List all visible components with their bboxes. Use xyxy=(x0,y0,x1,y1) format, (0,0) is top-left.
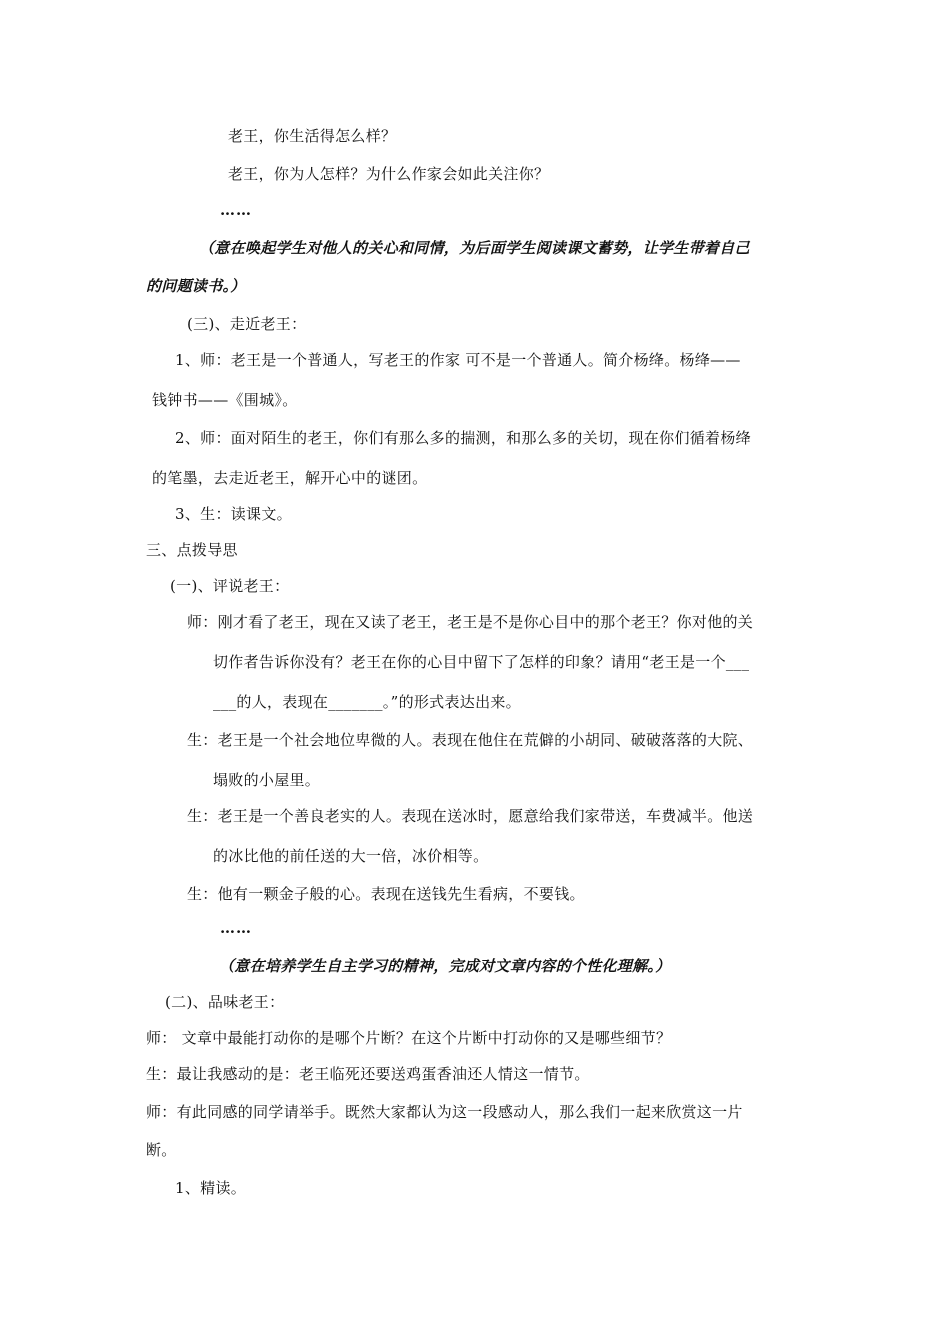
student-line-2b: 的冰比他的前任送的大一倍，冰价相等。 xyxy=(213,847,489,865)
intent-note-2: （意在培养学生自主学习的精神，完成对文章内容的个性化理解。） xyxy=(219,957,671,975)
teacher-line-3b: 断。 xyxy=(146,1141,177,1159)
student-line-1b: 塌败的小屋里。 xyxy=(213,771,321,789)
intent-note-1b: 的问题读书。） xyxy=(146,277,246,295)
question-line-1: 老王，你生活得怎么样？ xyxy=(228,127,397,145)
paragraph-2a: 2、师：面对陌生的老王，你们有那么多的揣测，和那么多的关切，现在你们循着杨绛 xyxy=(175,429,751,447)
paragraph-3: 3、生：读课文。 xyxy=(175,505,292,523)
section-heading-1: (一)、评说老王： xyxy=(170,577,290,595)
teacher-line-2: 师： 文章中最能打动你的是哪个片断？在这个片断中打动你的又是哪些细节？ xyxy=(146,1029,672,1047)
paragraph-2b: 的笔墨，去走近老王，解开心中的谜团。 xyxy=(152,469,428,487)
student-line-3: 生：他有一颗金子般的心。表现在送钱先生看病，不要钱。 xyxy=(187,885,585,903)
paragraph-1a: 1、师：老王是一个普通人，写老王的作家 可不是一个普通人。简介杨绛。杨绛—— xyxy=(175,351,741,369)
step-close-reading: 1、精读。 xyxy=(175,1179,247,1197)
major-heading: 三、点拨导思 xyxy=(146,541,238,559)
section-heading-3: (三)、走近老王： xyxy=(187,315,307,333)
teacher-line-1c: ___的人，表现在_______。”的形式表达出来。 xyxy=(213,693,521,711)
section-heading-2: (二)、品味老王： xyxy=(165,993,285,1011)
student-line-1a: 生：老王是一个社会地位卑微的人。表现在他住在荒僻的小胡同、破破落落的大院、 xyxy=(187,731,754,749)
student-line-4: 生：最让我感动的是：老王临死还要送鸡蛋香油还人情这一情节。 xyxy=(146,1065,590,1083)
student-line-2a: 生：老王是一个善良老实的人。表现在送冰时，愿意给我们家带送，车费减半。他送 xyxy=(187,807,754,825)
intent-note-1a: （意在唤起学生对他人的关心和同情，为后面学生阅读课文蓄势，让学生带着自己 xyxy=(199,239,750,257)
teacher-line-1a: 师：刚才看了老王，现在又读了老王，老王是不是你心目中的那个老王？你对他的关 xyxy=(187,613,754,631)
ellipsis-1: …… xyxy=(220,201,252,219)
paragraph-1b: 钱钟书——《围城》。 xyxy=(152,391,298,409)
teacher-line-3a: 师：有此同感的同学请举手。既然大家都认为这一段感动人，那么我们一起来欣赏这一片 xyxy=(146,1103,743,1121)
teacher-line-1b: 切作者告诉你没有？老王在你的心目中留下了怎样的印象？请用“老王是一个___ xyxy=(213,653,750,671)
ellipsis-2: …… xyxy=(220,919,252,937)
question-line-2: 老王，你为人怎样？为什么作家会如此关注你？ xyxy=(228,165,550,183)
